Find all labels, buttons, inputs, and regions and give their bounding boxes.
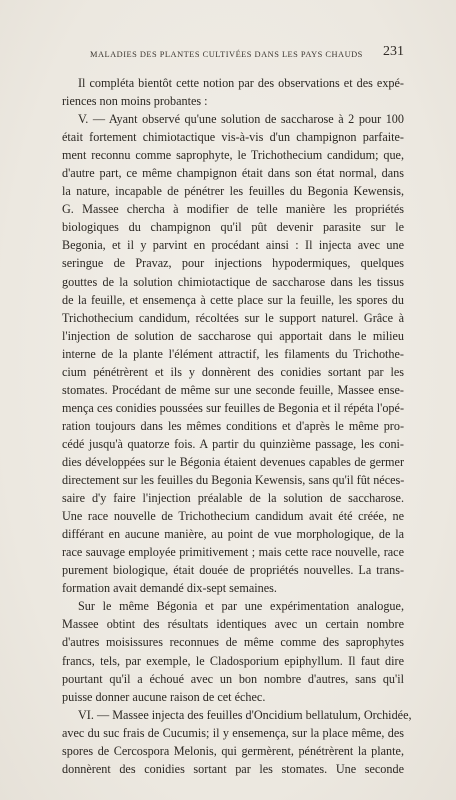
text-line: différant en aucune manière, au point de vue morphologique, de la — [62, 527, 404, 542]
text-line: directement sur les feuilles du Begonia Kewensis, sans qu'il fût néces- — [62, 473, 405, 488]
text-line: interne de la plante l'élément attractif, les filaments du Trichothe- — [62, 346, 404, 361]
text-line: VI. — Massee injecta des feuilles d'Oncidium bellatulum, Orchidée, — [78, 707, 412, 722]
text-line: biologiques du champignon qu'il pût devenir parasite sur le — [62, 220, 404, 235]
text-line: saire d'y faire l'injection préalable de la solution de saccharose. — [62, 491, 404, 506]
text-line: Il compléta bientôt cette notion par des observations et des expé- — [78, 76, 404, 90]
text-line: seringue de Pravaz, pour injections hypodermiques, quelques — [62, 256, 404, 271]
text-line: ration toujours dans les mêmes conditions et d'après le même pro- — [62, 418, 404, 433]
text-line: Massee obtint des résultats identiques avec un certain nombre — [62, 617, 404, 632]
text-line: d'autre part, ce même champignon était dans son état normal, dans — [62, 166, 404, 181]
text-line: ment reconnu comme saprophyte, le Trichothecium candidum; que, — [62, 148, 404, 163]
text-line: l'injection de solution de saccharose qui apportait dans le milieu — [62, 328, 404, 343]
text-line: Begonia, et il y parvint en procédant ainsi : Il injecta avec une — [62, 238, 404, 253]
page-number: 231 — [383, 44, 404, 59]
text-line: de la feuille, et ensemença à cette place sur la feuille, les spores du — [62, 292, 404, 307]
text-line: avec du suc frais de Cucumis; il y ensemença, sur la place même, des — [62, 725, 404, 740]
text-line: Une race nouvelle de Trichothecium candidum avait été créée, ne — [62, 509, 404, 524]
text-line: mença ces conidies poussées sur feuilles de Begonia et il répéta l'opé- — [62, 400, 404, 415]
text-line: spores de Cercospora Melonis, qui germèrent, pénétrèrent la plante, — [62, 743, 404, 758]
text-line: donnèrent des conidies sortant par les stomates. Une seconde — [62, 761, 404, 776]
text-line: riences non moins probantes : — [62, 94, 208, 109]
text-line: pourtant qu'il a échoué avec un bon nombre d'autres, sans qu'il — [62, 671, 404, 686]
text-line: purement biologique, était douée de propriétés nouvelles. La trans- — [62, 563, 404, 578]
text-line: G. Massee chercha à modifier de telle manière les propriétés — [62, 202, 404, 217]
text-line: stomates. Procédant de même sur une seconde feuille, Massee ense- — [62, 382, 404, 397]
text-line: cédé jusqu'à quatorze fois. A partir du quinzième passage, les coni- — [62, 436, 404, 451]
running-title: MALADIES DES PLANTES CULTIVÉES DANS LES PAYS CHAUDS — [90, 50, 363, 59]
text-line: formation avait demandé dix-sept semaines. — [62, 581, 277, 596]
text-line: Trichothecium candidum, récoltées sur le support naturel. Grâce à — [62, 310, 404, 325]
body-text — [62, 74, 412, 778]
text-line: puisse donner aucune raison de cet échec. — [62, 689, 266, 704]
text-line: la nature, incapable de pénétrer les feuilles du Begonia Kewensis, — [62, 184, 404, 199]
text-line: gouttes de la solution chimiotactique de saccharose dans les tissus — [62, 274, 404, 289]
text-line: était fortement chimiotactique vis-à-vis d'un champignon parfaite- — [62, 130, 404, 145]
text-line: Sur le même Bégonia et par une expérimentation analogue, — [78, 599, 404, 614]
text-line: dies développées sur le Bégonia étaient devenues capables de germer — [62, 454, 404, 469]
text-line: cium pénétrèrent et ils y donnèrent des conidies sortant par les — [62, 364, 404, 379]
page-header — [62, 44, 404, 60]
text-line: d'autres moisissures reconnues de même comme des saprophytes — [62, 635, 404, 650]
text-line: francs, tels, par exemple, le Cladosporium epiphyllum. Il faut dire — [62, 653, 404, 668]
text-line: V. — Ayant observé qu'une solution de saccharose à 2 pour 100 — [78, 112, 404, 127]
text-line: race sauvage employée primitivement ; mais cette race nouvelle, race — [62, 545, 404, 560]
